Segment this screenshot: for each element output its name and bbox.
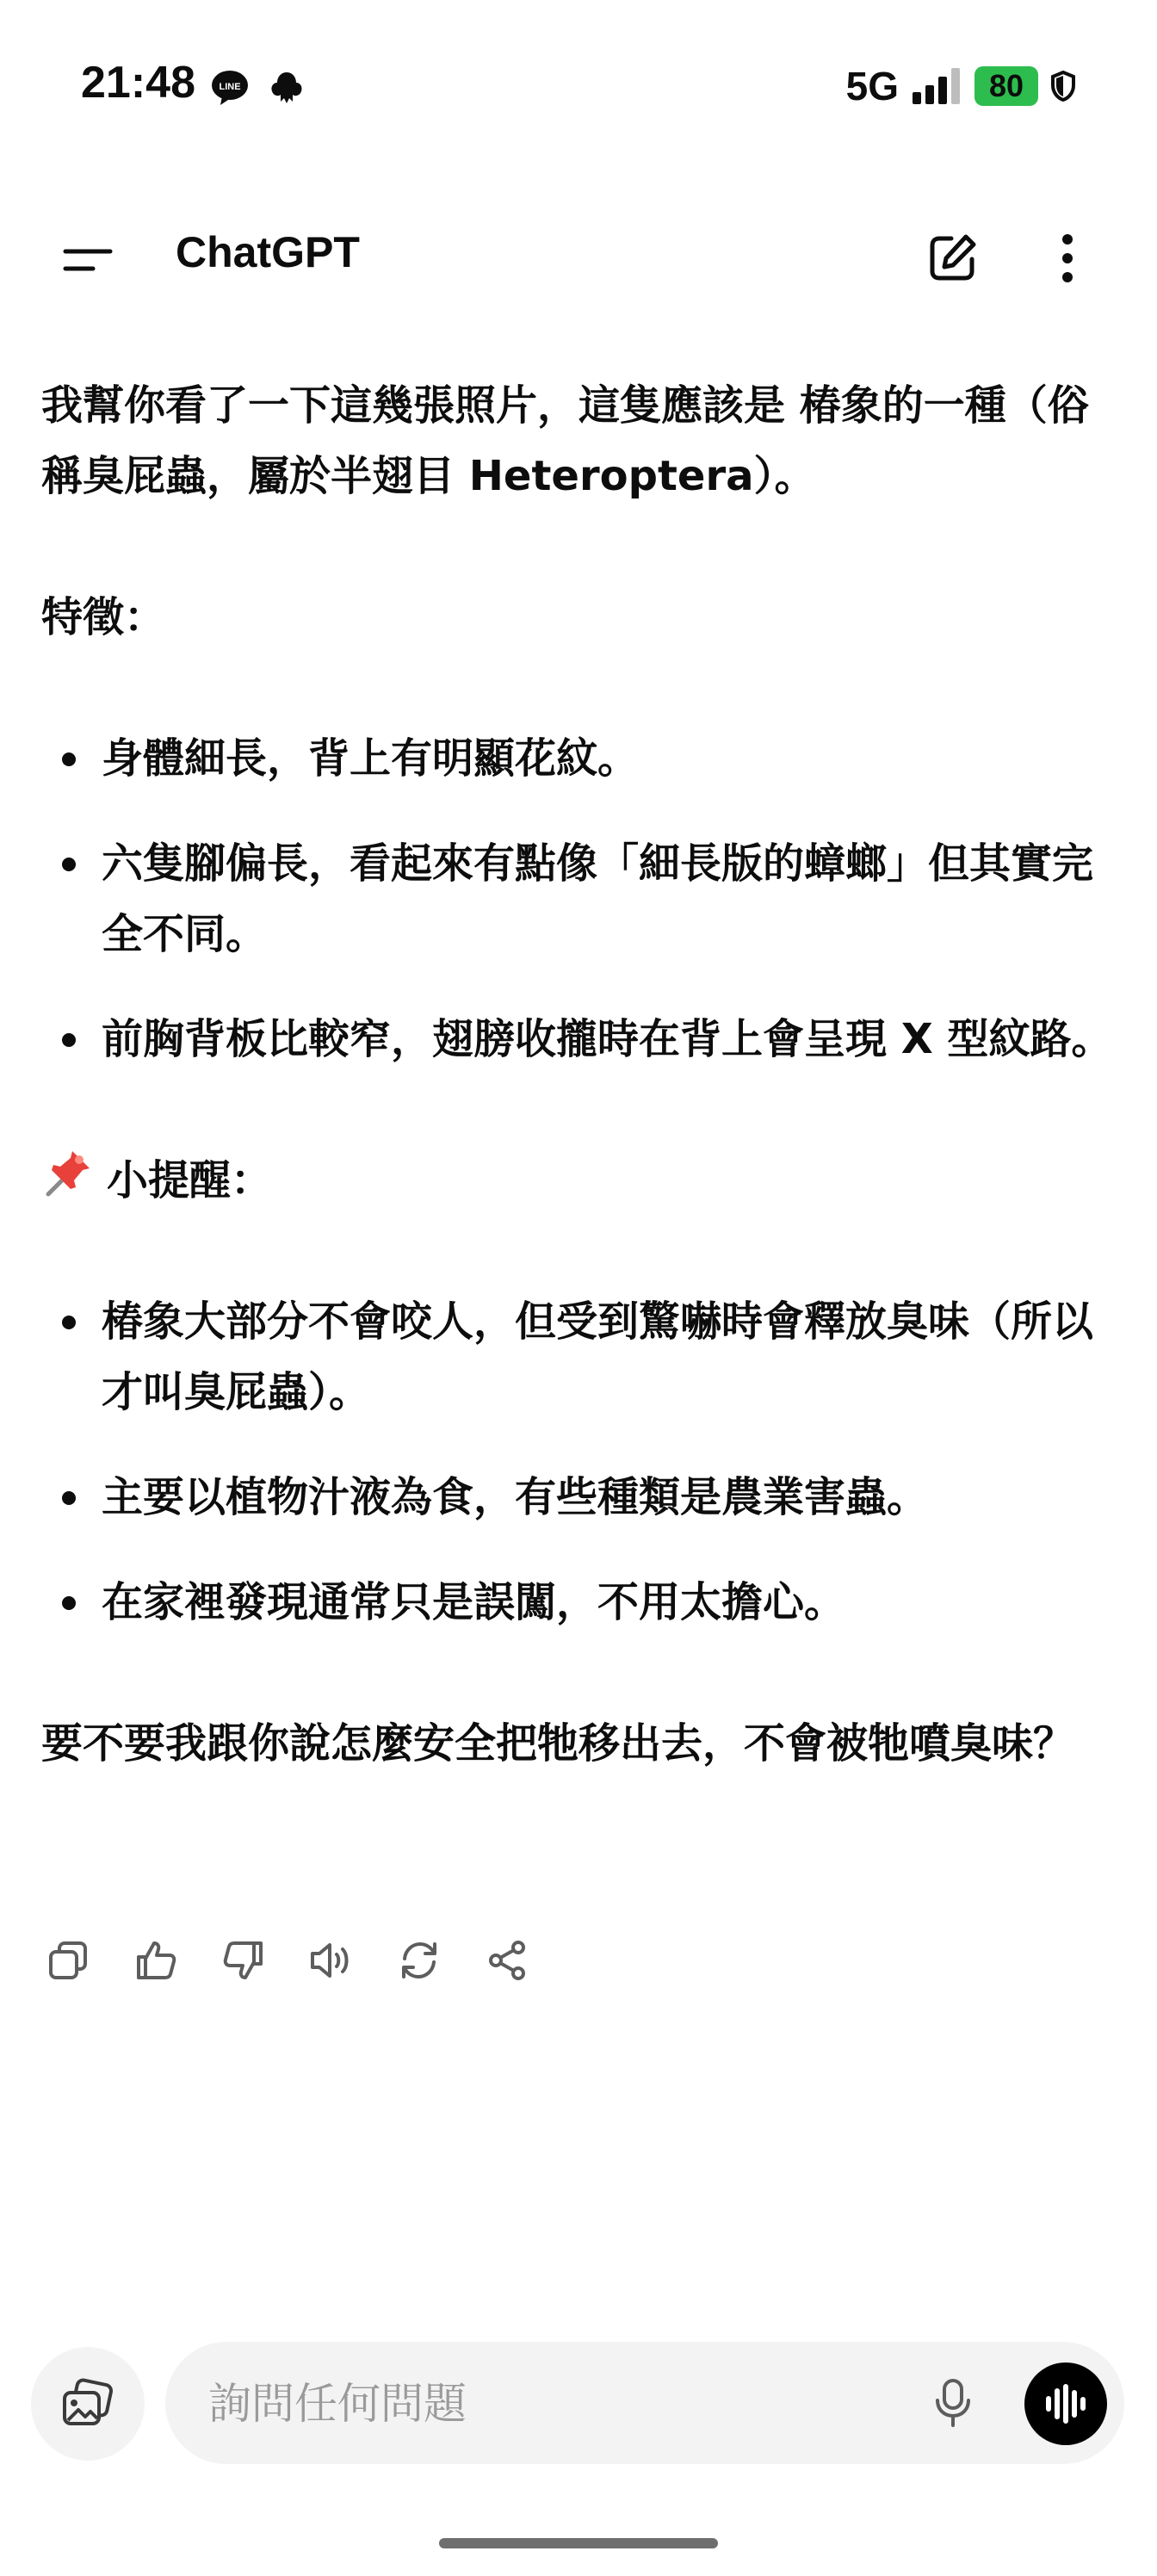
- thumbs-up-icon: [135, 1940, 176, 1981]
- copy-button[interactable]: [41, 1934, 95, 1987]
- regenerate-button[interactable]: [393, 1934, 446, 1987]
- read-aloud-icon: [309, 1940, 354, 1981]
- more-options-button[interactable]: [1031, 222, 1104, 294]
- share-icon: [486, 1940, 528, 1981]
- pushpin-icon: [41, 1146, 95, 1199]
- new-chat-button[interactable]: [916, 222, 988, 294]
- message-closing: 要不要我跟你說怎麼安全把牠移出去，不會被牠噴臭味？: [41, 1719, 1075, 1768]
- list-item: 六隻腳偏長，看起來有點像「細長版的蟑螂」但其實完全不同。: [41, 828, 1117, 969]
- copy-icon: [47, 1940, 89, 1981]
- svg-text:LINE: LINE: [219, 82, 241, 92]
- image-attach-icon: [59, 2377, 116, 2430]
- list-item: 身體細長，背上有明顯花紋。: [41, 723, 1117, 794]
- shield-icon: [1050, 71, 1076, 102]
- attach-image-button[interactable]: [31, 2347, 145, 2461]
- list-item: 在家裡發現通常只是誤闖，不用太擔心。: [41, 1567, 1117, 1638]
- status-bar: [0, 0, 1157, 164]
- tips-heading: 小提醒：: [41, 1145, 1117, 1216]
- message-intro: 我幫你看了一下這幾張照片，這隻應該是 椿象的一種（俗稱臭屁蟲，屬於半翅目 Heteroptera）。: [41, 381, 1089, 500]
- composer: [165, 2342, 1124, 2464]
- list-item: 椿象大部分不會咬人，但受到驚嚇時會釋放臭味（所以才叫臭屁蟲）。: [41, 1286, 1117, 1427]
- read-aloud-button[interactable]: [305, 1934, 358, 1987]
- microphone-icon: [933, 2378, 973, 2428]
- voice-mode-icon: [1044, 2384, 1087, 2424]
- line-app-icon: [210, 67, 250, 107]
- home-indicator[interactable]: [439, 2538, 718, 2548]
- menu-icon: [62, 243, 114, 277]
- more-vertical-icon: [1059, 232, 1076, 285]
- app-header: [0, 198, 1157, 310]
- new-chat-icon: [925, 232, 979, 285]
- regenerate-icon: [398, 1940, 441, 1981]
- features-heading: 特徵：: [41, 593, 166, 641]
- thumbs-down-icon: [223, 1940, 264, 1981]
- list-item: 前胸背板比較窄，翅膀收攏時在背上會呈現 X 型紋路。: [41, 1004, 1117, 1074]
- list-item: 主要以植物汁液為食，有些種類是農業害蟲。: [41, 1462, 1117, 1533]
- menu-button[interactable]: [52, 224, 124, 296]
- message-input[interactable]: [207, 2342, 864, 2466]
- signal-icon: [911, 66, 962, 106]
- battery-icon: 80: [974, 66, 1038, 106]
- voice-mode-button[interactable]: [1024, 2362, 1107, 2445]
- network-type: 5G: [845, 64, 899, 108]
- features-list: [41, 723, 1117, 1074]
- status-time: 21:48: [81, 58, 195, 108]
- thumbs-up-button[interactable]: [129, 1934, 183, 1987]
- tips-list: [41, 1286, 1117, 1638]
- microphone-button[interactable]: [923, 2373, 983, 2433]
- message-actions: [41, 1934, 534, 1985]
- thumbs-down-button[interactable]: [217, 1934, 270, 1987]
- share-button[interactable]: [480, 1934, 534, 1987]
- assistant-message: [41, 370, 1117, 1849]
- app-title[interactable]: ChatGPT: [176, 228, 360, 276]
- notification-app-icon: [267, 67, 306, 107]
